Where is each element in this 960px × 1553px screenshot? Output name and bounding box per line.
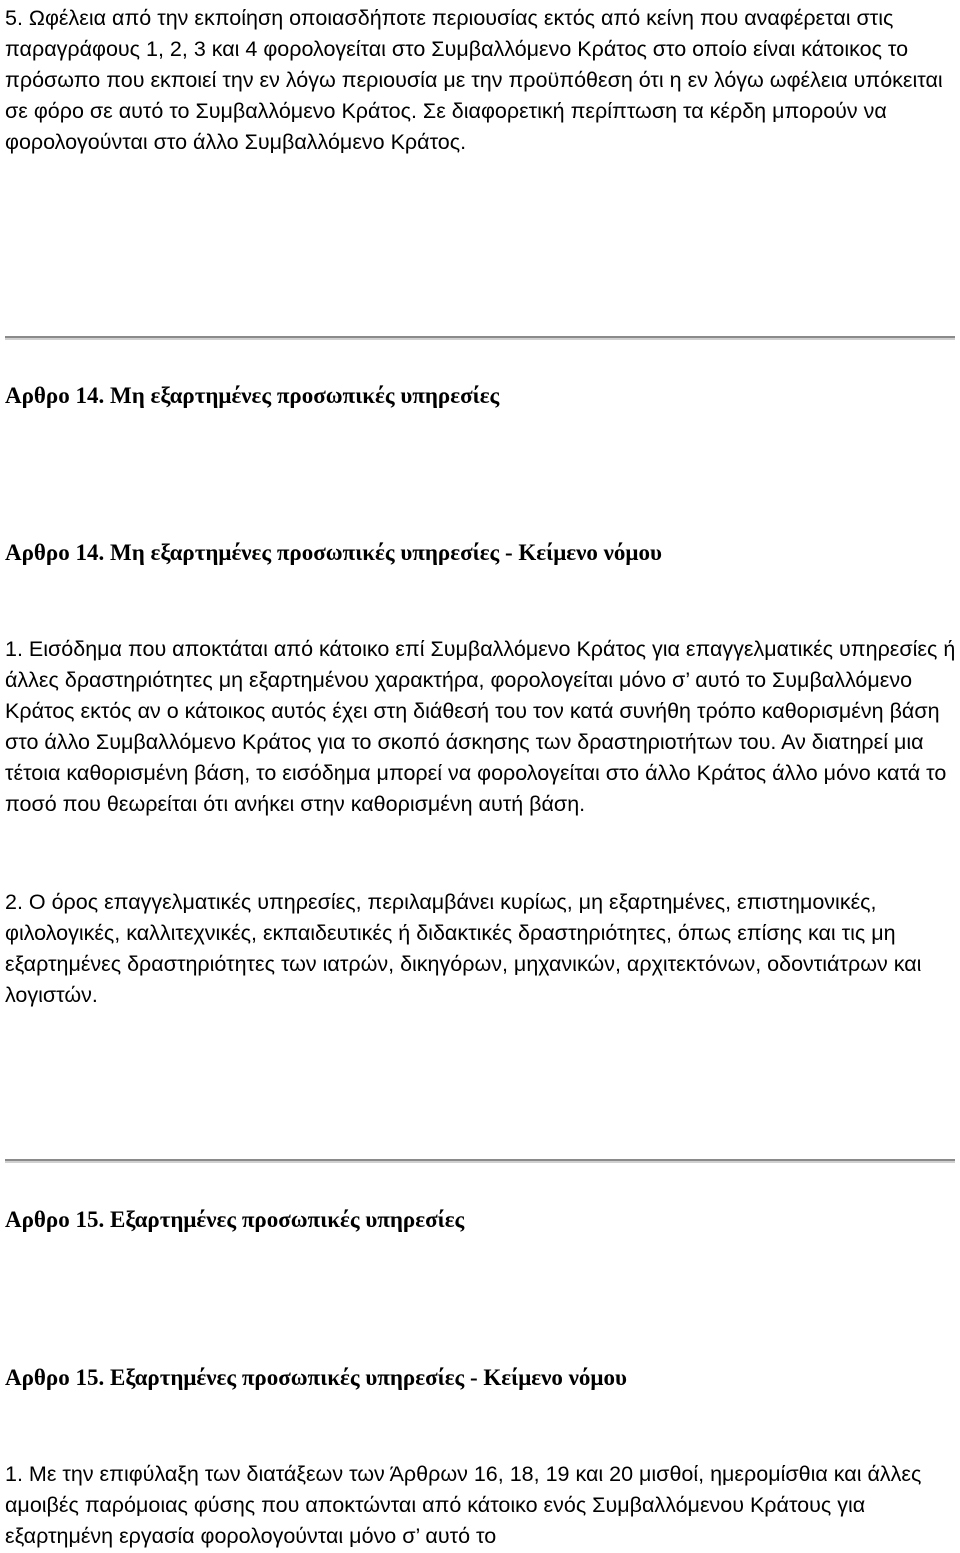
article-15-text-title: Αρθρο 15. Εξαρτημένες προσωπικές υπηρεσίες - Κείμενο νόμου [5, 1365, 627, 1390]
article-14-title: Αρθρο 14. Μη εξαρτημένες προσωπικές υπηρεσίες [5, 383, 500, 408]
article-14-paragraph-2: 2. Ο όρος επαγγελματικές υπηρεσίες, περιλαμβάνει κυρίως, μη εξαρτημένες, επιστημονικές, φιλολογικές, καλλιτεχνικές, εκπαιδευτικές ή διδακτικές δραστηριότητες, όπως επίσης και τις μη εξαρτημένες δραστηριότητες των ιατρών, δικηγόρων, μηχανικών, αρχιτεκτόνων, οδοντιάτρων και λογιστών. [5, 890, 922, 1007]
section-divider [5, 1159, 955, 1163]
article-14-text-title: Αρθρο 14. Μη εξαρτημένες προσωπικές υπηρεσίες - Κείμενο νόμου [5, 540, 662, 565]
paragraph-5: 5. Ωφέλεια από την εκποίηση οποιασδήποτε περιουσίας εκτός από κείνη που αναφέρεται στις παραγράφους 1, 2, 3 και 4 φορολογείται στο Συμβαλλόμενο Κράτος στο οποίο είναι κάτοικος το πρόσωπο που εκποιεί την εν λόγω περιουσία με την προϋπόθεση ότι η εν λόγω ωφέλεια υπόκειται σε φόρο σε αυτό το Συμβαλλόμενο Κράτος. Σε διαφορετική περίπτωση τα κέρδη μπορούν να φορολογούνται στο άλλο Συμβαλλόμενο Κράτος. [5, 6, 943, 154]
article-15-paragraph-1: 1. Με την επιφύλαξη των διατάξεων των Άρθρων 16, 18, 19 και 20 μισθοί, ημερομίσθια και άλλες αμοιβές παρόμοιας φύσης που αποκτώνται από κάτοικο ενός Συμβαλλόμενου Κράτους για εξαρτημένη εργασία φορολογούνται μόνο σ’ αυτό το [5, 1462, 922, 1548]
article-15-title: Αρθρο 15. Εξαρτημένες προσωπικές υπηρεσίες [5, 1207, 465, 1232]
article-14-paragraph-1: 1. Εισόδημα που αποκτάται από κάτοικο επί Συμβαλλόμενο Κράτος για επαγγελματικές υπηρεσίες ή άλλες δραστηριότητες μη εξαρτημένου χαρακτήρα, φορολογείται μόνο σ’ αυτό το Συμβαλλόμενο Κράτος εκτός αν ο κάτοικος αυτός έχει στη διάθεσή του τον κατά συνήθη τρόπο καθορισμένη βάση στο άλλο Συμβαλλόμενο Κράτος για το σκοπό άσκησης των δραστηριοτήτων του. Αν διατηρεί μια τέτοια καθορισμένη βάση, το εισόδημα μπορεί να φορολογείται στο άλλο Κράτος άλλο μόνο κατά το ποσό που θεωρείται ότι ανήκει στην καθορισμένη αυτή βάση. [5, 637, 956, 816]
section-divider [5, 336, 955, 340]
